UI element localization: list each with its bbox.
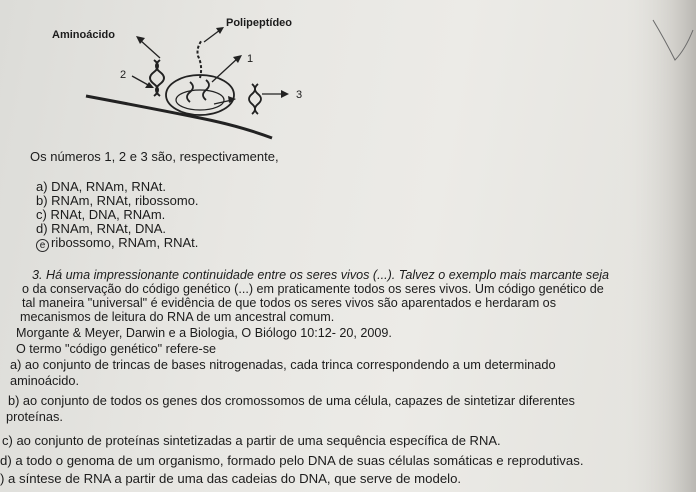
- q2-option-a[interactable]: a) DNA, RNAm, RNAt.: [36, 179, 167, 194]
- q3-stem: O termo "código genético" refere-se: [16, 342, 217, 356]
- q3-line-1: 3. Há uma impressionante continuidade entre os seres vivos (...). Talvez o exemplo mais marcante seja: [32, 268, 610, 282]
- label-num-3: 3: [296, 89, 303, 101]
- arrow-2: [132, 76, 150, 86]
- q3-option-d[interactable]: d) a todo o genoma de um organismo, formado pelo DNA de suas células somáticas e reprodutivas.: [0, 453, 584, 468]
- q3-line-3: tal maneira "universal" é evidência de que todos os seres vivos são aparentados e herdaram os: [22, 296, 556, 310]
- q2-option-e-text: ribossomo, RNAm, RNAt.: [51, 235, 199, 250]
- q3-option-a[interactable]: a) ao conjunto de trincas de bases nitrogenadas, cada trinca correspondendo a um determinado: [10, 357, 556, 372]
- ribosome-shape: [166, 75, 234, 115]
- selected-answer-mark: e: [36, 239, 49, 252]
- label-num-1: 1: [247, 53, 254, 65]
- arrow-1: [212, 58, 238, 82]
- q3-line-4: mecanismos de leitura do RNA de um ancestral comum.: [20, 310, 335, 324]
- polypeptide-chain: [198, 40, 203, 78]
- q3-option-b[interactable]: b) ao conjunto de todos os genes dos cromossomos de uma célula, capazes de sintetizar diferentes: [8, 393, 575, 408]
- q2-option-d[interactable]: d) RNAm, RNAt, DNA.: [36, 221, 167, 236]
- arrow-polypeptide-head: [216, 27, 224, 34]
- q3-option-b-cont: proteínas.: [6, 409, 63, 424]
- q2-prompt: Os números 1, 2 e 3 são, respectivamente,: [30, 149, 279, 164]
- q3-option-a-cont: aminoácido.: [10, 373, 80, 388]
- trna-helix-4b: [255, 84, 261, 114]
- trna-helix-4: [249, 84, 255, 114]
- q3-citation: Morgante & Meyer, Darwin e a Biologia, O Biólogo 10:12- 20, 2009.: [16, 326, 392, 340]
- label-num-2: 2: [120, 69, 127, 81]
- q2-option-c[interactable]: c) RNAt, DNA, RNAm.: [36, 207, 166, 222]
- label-polypeptide: Polipeptídeo: [226, 17, 292, 29]
- translation-diagram: [0, 0, 320, 150]
- arrow-aminoacid: [140, 40, 160, 58]
- ribosome-shape-inner: [176, 90, 224, 110]
- label-aminoacid: Aminoácido: [52, 29, 115, 41]
- trna-helix-2: [187, 82, 193, 102]
- q3-option-e[interactable]: ) a síntese de RNA a partir de uma das cadeias do DNA, que serve de modelo.: [0, 471, 462, 486]
- q2-option-e[interactable]: [36, 236, 198, 252]
- arrow-3-head: [281, 90, 289, 98]
- q3-line-2: o da conservação do código genético (...) em praticamente todos os seres vivos. Um código genético de: [22, 282, 604, 296]
- page-edge-shadow: [615, 0, 696, 492]
- q2-option-b[interactable]: b) RNAm, RNAt, ribossomo.: [36, 193, 199, 208]
- q3-option-c[interactable]: c) ao conjunto de proteínas sintetizadas a partir de uma sequência específica de RNA.: [2, 433, 501, 448]
- mrna-strand: [86, 96, 272, 138]
- arrow-polypeptide: [204, 30, 220, 42]
